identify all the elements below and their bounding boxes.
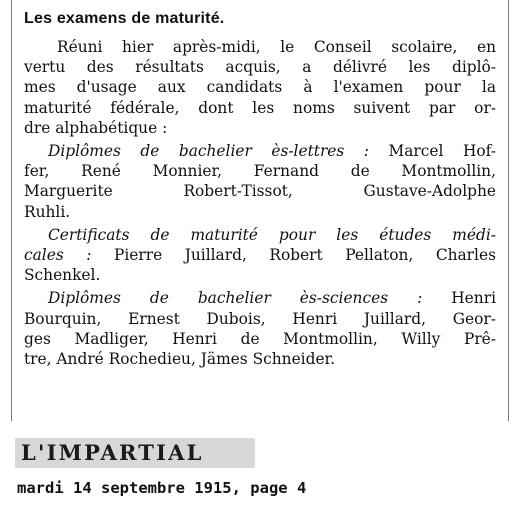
intro-line: Réuni hier après-midi, le Conseil scolaire, en [57, 38, 496, 56]
medicales-heading: Certificats de maturité pour les études médi- [48, 225, 496, 244]
medicales-second-line [24, 245, 496, 265]
sciences-names: Henri [451, 289, 496, 308]
lettres-line: Marguerite Robert-Tissot, Gustave-Adolphe [24, 182, 496, 201]
sciences-line: Bourquin, Ernest Dubois, Henri Juillard, Geor- [24, 309, 496, 328]
masthead-title: L'IMPARTIAL [21, 440, 204, 465]
intro-paragraph [24, 37, 496, 138]
article-title: Les examens de maturité. [24, 10, 225, 27]
article [24, 10, 496, 372]
sciences-paragraph [24, 288, 496, 369]
right-column-rule [508, 0, 509, 421]
medicales-line: Schenkel. [24, 266, 101, 285]
sciences-first-line [24, 288, 496, 308]
medicales-heading-end: cales : [24, 246, 92, 265]
medicales-paragraph [24, 225, 496, 286]
lettres-names: Marcel Hof- [388, 142, 496, 161]
medicales-heading-line [24, 225, 496, 245]
sciences-line: tre, André Rochedieu, Jämes Schneider. [24, 350, 336, 369]
intro-line: vertu des résultats acquis, a délivré les diplô- [24, 58, 496, 77]
lettres-heading: Diplômes de bachelier ès-lettres : [48, 142, 369, 161]
intro-line: maturité fédérale, dont les noms suivent par or- [24, 98, 496, 117]
sciences-line: ges Madliger, Henri de Montmollin, Willy Prê- [24, 329, 496, 348]
publication-dateline: mardi 14 septembre 1915, page 4 [17, 479, 307, 497]
lettres-paragraph [24, 141, 496, 222]
left-column-rule [11, 0, 12, 421]
lettres-line: Ruhli. [24, 202, 71, 221]
lettres-line: fer, René Monnier, Fernand de Montmollin, [24, 162, 496, 181]
sciences-heading: Diplômes de bachelier ès-sciences : [48, 289, 423, 308]
medicales-names: Pierre Juillard, Robert Pellaton, Charles [113, 246, 496, 265]
intro-line: dre alphabétique : [24, 118, 168, 137]
lettres-first-line [24, 141, 496, 161]
intro-line: mes d'usage aux candidats à l'examen pour la [24, 78, 496, 97]
newspaper-masthead [15, 438, 255, 468]
